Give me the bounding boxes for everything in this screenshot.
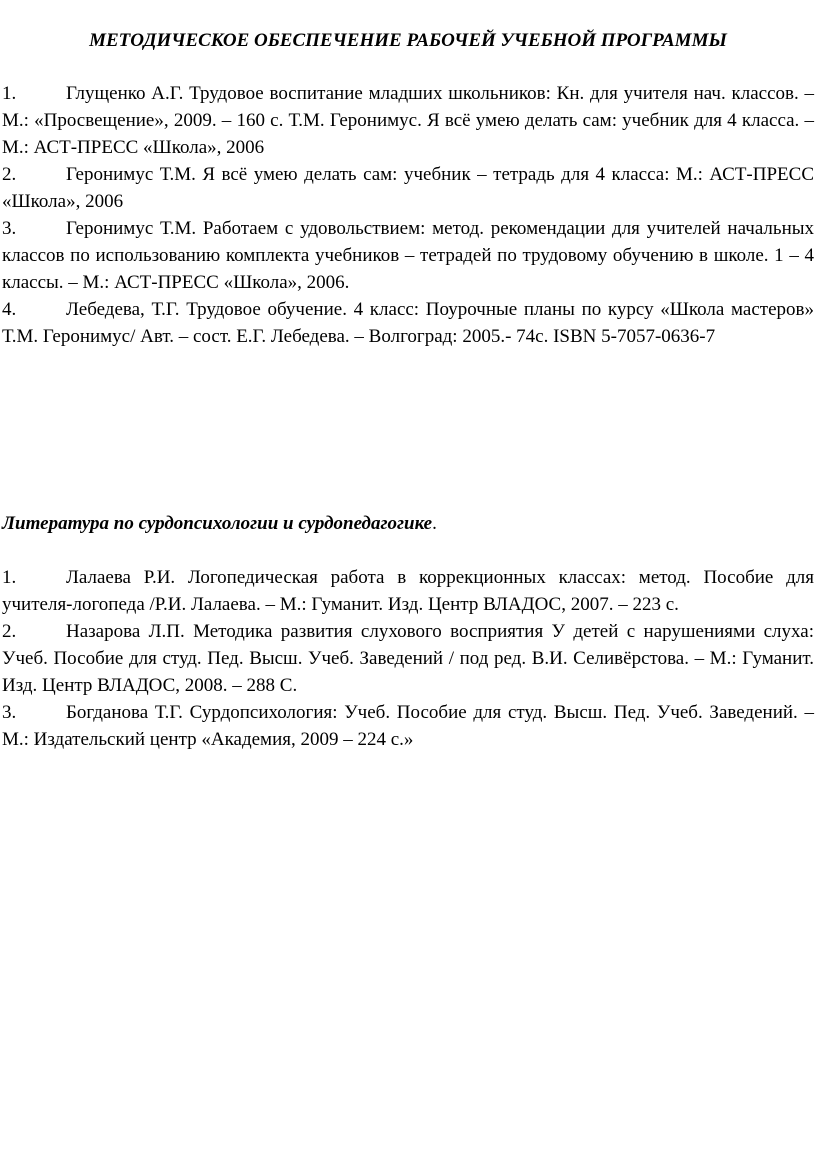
item-text: Назарова Л.П. Методика развития слухового восприятия У детей с нарушениями слуха: Учеб. Пособие для студ. Пед. Высш. Учеб. Заведений / под ред. В.И. Селивёрстова. – М.: Гуманит. Изд. Центр ВЛАДОС, 2008. – 288 С.	[2, 621, 814, 696]
list-item	[2, 80, 814, 161]
list-item	[2, 564, 814, 618]
literature-list	[2, 564, 814, 753]
item-number: 3.	[2, 218, 17, 239]
section-title	[2, 511, 814, 537]
section-title-suffix: .	[432, 513, 437, 534]
item-number: 1.	[2, 83, 17, 104]
item-number: 2.	[2, 621, 17, 642]
item-number: 2.	[2, 164, 17, 185]
methodical-list	[2, 80, 814, 350]
section-title-text: Литература по сурдопсихологии и сурдопедагогике	[2, 513, 433, 534]
list-item	[2, 618, 814, 699]
list-item	[2, 296, 814, 350]
item-number: 1.	[2, 567, 17, 588]
item-text: Лебедева, Т.Г. Трудовое обучение. 4 класс: Поурочные планы по курсу «Школа мастеров» Т.М. Геронимус/ Авт. – сост. Е.Г. Лебедева. – Волгоград: 2005.- 74с. ISBN 5-7057-0636-7	[2, 299, 814, 347]
list-item	[2, 215, 814, 296]
list-item	[2, 699, 814, 753]
item-text: Геронимус Т.М. Я всё умею делать сам: учебник – тетрадь для 4 класса: М.: АСТ-ПРЕСС «Школа», 2006	[2, 164, 814, 212]
list-item	[2, 161, 814, 215]
item-text: Лалаева Р.И. Логопедическая работа в коррекционных классах: метод. Пособие для учителя-логопеда /Р.И. Лалаева. – М.: Гуманит. Изд. Центр ВЛАДОС, 2007. – 223 с.	[2, 567, 814, 615]
item-text: Богданова Т.Г. Сурдопсихология: Учеб. Пособие для студ. Высш. Пед. Учеб. Заведений. – М.: Издательский центр «Академия, 2009 – 224 с.»	[2, 702, 814, 750]
item-text: Глущенко А.Г. Трудовое воспитание младших школьников: Кн. для учителя нач. классов. – М.: «Просвещение», 2009. – 160 с. Т.М. Геронимус. Я всё умею делать сам: учебник для 4 класса. – М.: АСТ-ПРЕСС «Школа», 2006	[2, 83, 814, 158]
item-text: Геронимус Т.М. Работаем с удовольствием: метод. рекомендации для учителей начальных классов по использованию комплекта учебников – тетрадей по трудовому обучению в школе. 1 – 4 классы. – М.: АСТ-ПРЕСС «Школа», 2006.	[2, 218, 814, 293]
page-title: МЕТОДИЧЕСКОЕ ОБЕСПЕЧЕНИЕ РАБОЧЕЙ УЧЕБНОЙ ПРОГРАММЫ	[89, 30, 727, 51]
item-number: 3.	[2, 702, 17, 723]
item-number: 4.	[2, 299, 17, 320]
